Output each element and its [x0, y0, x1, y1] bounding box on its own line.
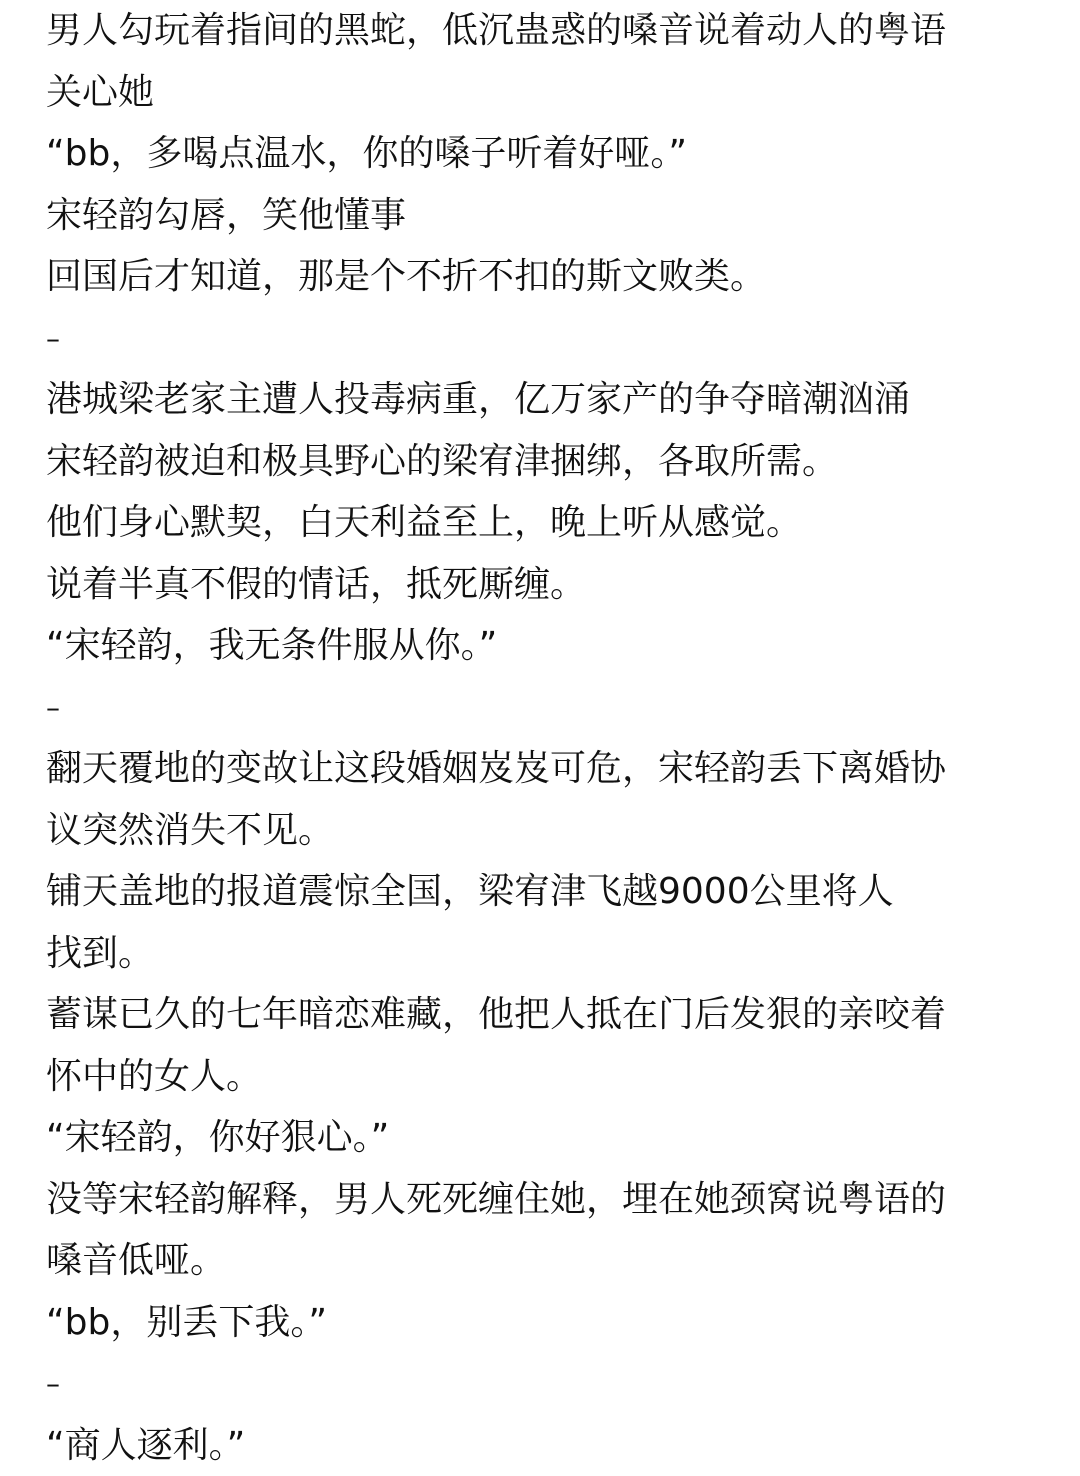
text-line: 港城梁老家主遭人投毒病重，亿万家产的争夺暗潮汹涌: [46, 369, 1046, 431]
text-line: 找到。: [46, 923, 1046, 985]
text-line: 宋轻韵被迫和极具野心的梁宥津捆绑，各取所需。: [46, 431, 1046, 493]
text-line: 说着半真不假的情话，抵死厮缠。: [46, 554, 1046, 616]
dialogue-line: “bb，多喝点温水，你的嗓子听着好哑。”: [46, 123, 1046, 185]
text-line: 蓄谋已久的七年暗恋难藏，他把人抵在门后发狠的亲咬着: [46, 984, 1046, 1046]
text-line: 宋轻韵勾唇，笑他懂事: [46, 185, 1046, 247]
text-line: 铺天盖地的报道震惊全国，梁宥津飞越9000公里将人: [46, 861, 1046, 923]
text-line: 男人勾玩着指间的黑蛇，低沉蛊惑的嗓音说着动人的粤语: [46, 0, 1046, 62]
text-line: 回国后才知道，那是个不折不扣的斯文败类。: [46, 246, 1046, 308]
section-separator: –: [46, 308, 1046, 370]
story-text: [46, 0, 1046, 1476]
dialogue-line: “bb，别丢下我。”: [46, 1292, 1046, 1354]
text-line: 嗓音低哑。: [46, 1230, 1046, 1292]
text-line: 他们身心默契，白天利益至上，晚上听从感觉。: [46, 492, 1046, 554]
dialogue-line: “宋轻韵，你好狠心。”: [46, 1107, 1046, 1169]
text-line: 议突然消失不见。: [46, 800, 1046, 862]
dialogue-line: “宋轻韵，我无条件服从你。”: [46, 615, 1046, 677]
text-line: 关心她: [46, 62, 1046, 124]
section-separator: –: [46, 1353, 1046, 1415]
text-line: 翻天覆地的变故让这段婚姻岌岌可危，宋轻韵丢下离婚协: [46, 738, 1046, 800]
text-line: 没等宋轻韵解释，男人死死缠住她，埋在她颈窝说粤语的: [46, 1169, 1046, 1231]
text-line: 怀中的女人。: [46, 1046, 1046, 1108]
section-separator: –: [46, 677, 1046, 739]
dialogue-line: “商人逐利。”: [46, 1415, 1046, 1476]
